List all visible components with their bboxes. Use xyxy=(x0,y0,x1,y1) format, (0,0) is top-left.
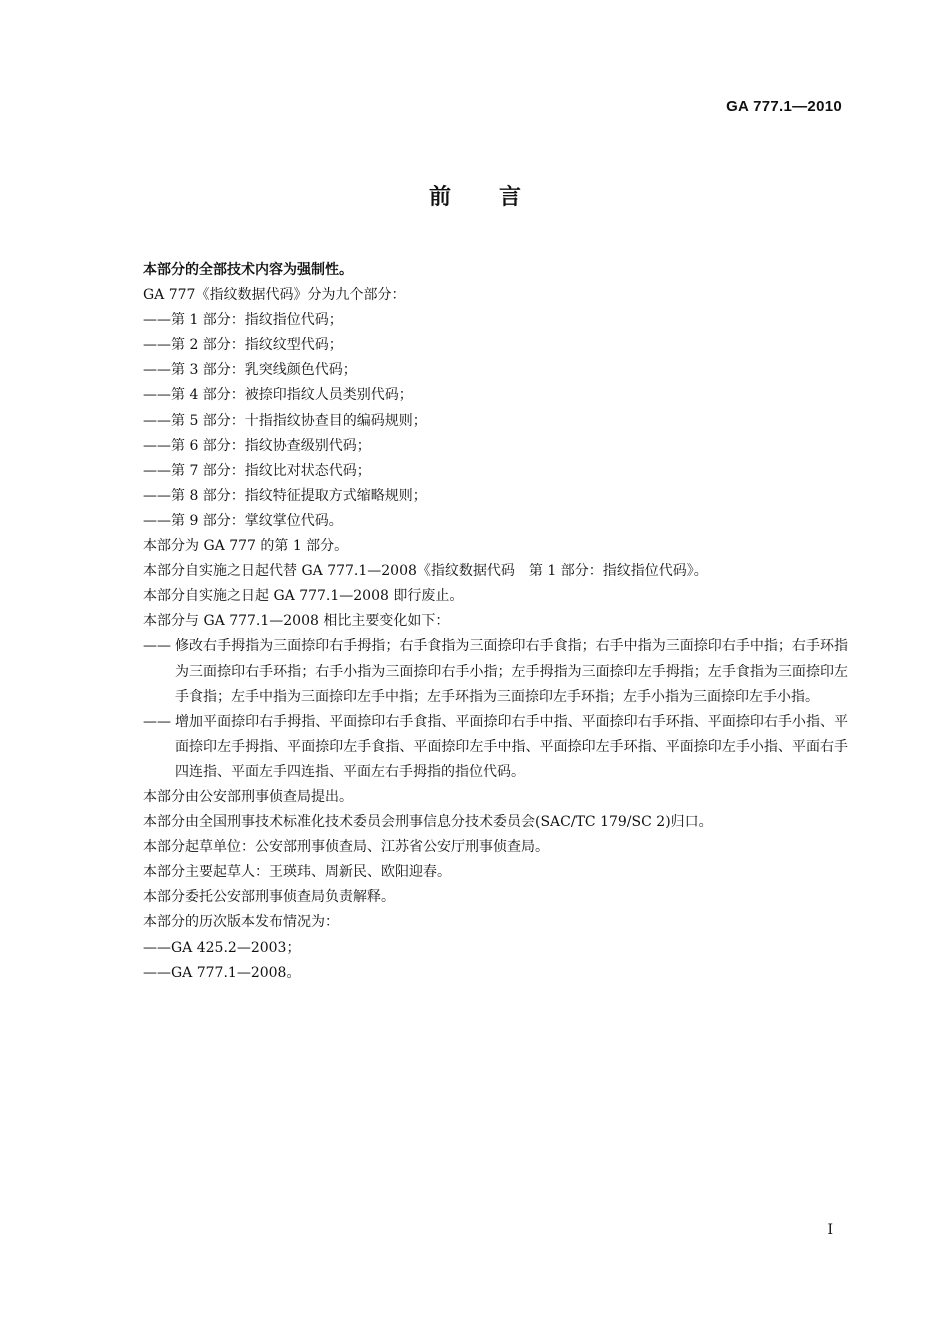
foreword-content xyxy=(143,258,848,986)
list-item-part-4: ——第 4 部分：被捺印指纹人员类别代码； xyxy=(143,387,413,404)
mandatory-statement: 本部分的全部技术内容为强制性。 xyxy=(143,262,353,278)
paragraph-drafting-units: 本部分起草单位：公安部刑事侦查局、江苏省公安厅刑事侦查局。 xyxy=(143,839,549,856)
paragraph-abolished: 本部分自实施之日起 GA 777.1—2008 即行废止。 xyxy=(143,588,464,605)
paragraph-drafters: 本部分主要起草人：王瑛玮、周新民、欧阳迎春。 xyxy=(143,864,451,881)
list-item-change-modify: —— 修改右手拇指为三面捺印右手拇指；右手食指为三面捺印右手食指；右手中指为三面捺印右手中指；右手环指为三面捺印右手环指；右手小指为三面捺印右手小指；左手拇指为三面捺印左手拇指；左手食指为三面捺印左手食指；左手中指为三面捺印左手中指；左手环指为三面捺印左手环指；左手小指为三面捺印左手小指。 xyxy=(143,638,848,705)
paragraph-centralized-by: 本部分由全国刑事技术标准化技术委员会刑事信息分技术委员会(SAC/TC 179/SC 2)归口。 xyxy=(143,814,713,831)
page-number: I xyxy=(827,1222,833,1238)
document-code: GA 777.1—2010 xyxy=(726,98,842,115)
paragraph-proposed-by: 本部分由公安部刑事侦查局提出。 xyxy=(143,788,353,805)
list-item-part-5: ——第 5 部分：十指指纹协查目的编码规则； xyxy=(143,412,427,429)
list-item-history-1: ——GA 425.2—2003； xyxy=(143,939,301,956)
list-item-part-2: ——第 2 部分：指纹纹型代码； xyxy=(143,337,343,354)
list-item-change-add: —— 增加平面捺印右手拇指、平面捺印右手食指、平面捺印右手中指、平面捺印右手环指、平面捺印右手小指、平面捺印左手拇指、平面捺印左手食指、平面捺印左手中指、平面捺印左手环指、平面捺印左手小指、平面右手四连指、平面左手四连指、平面左右手拇指的指位代码。 xyxy=(143,713,848,780)
list-item-part-6: ——第 6 部分：指纹协查级别代码； xyxy=(143,437,371,454)
paragraph-part-number: 本部分为 GA 777 的第 1 部分。 xyxy=(143,538,349,555)
list-item-part-3: ——第 3 部分：乳突线颜色代码； xyxy=(143,362,357,379)
paragraph-parts-intro: GA 777《指纹数据代码》分为九个部分： xyxy=(143,287,406,304)
paragraph-history-intro: 本部分的历次版本发布情况为： xyxy=(143,914,339,931)
paragraph-changes-intro: 本部分与 GA 777.1—2008 相比主要变化如下： xyxy=(143,613,450,630)
list-item-part-9: ——第 9 部分：掌纹掌位代码。 xyxy=(143,512,343,529)
page-title: 前言 xyxy=(428,185,569,210)
paragraph-interpretation: 本部分委托公安部刑事侦查局负责解释。 xyxy=(143,889,395,906)
list-item-part-7: ——第 7 部分：指纹比对状态代码； xyxy=(143,462,371,479)
list-item-history-2: ——GA 777.1—2008。 xyxy=(143,964,301,981)
list-item-part-1: ——第 1 部分：指纹指位代码； xyxy=(143,312,343,329)
list-item-part-8: ——第 8 部分：指纹特征提取方式缩略规则； xyxy=(143,487,427,504)
paragraph-supersedes: 本部分自实施之日起代替 GA 777.1—2008《指纹数据代码 第 1 部分：指纹指位代码》。 xyxy=(143,563,708,580)
